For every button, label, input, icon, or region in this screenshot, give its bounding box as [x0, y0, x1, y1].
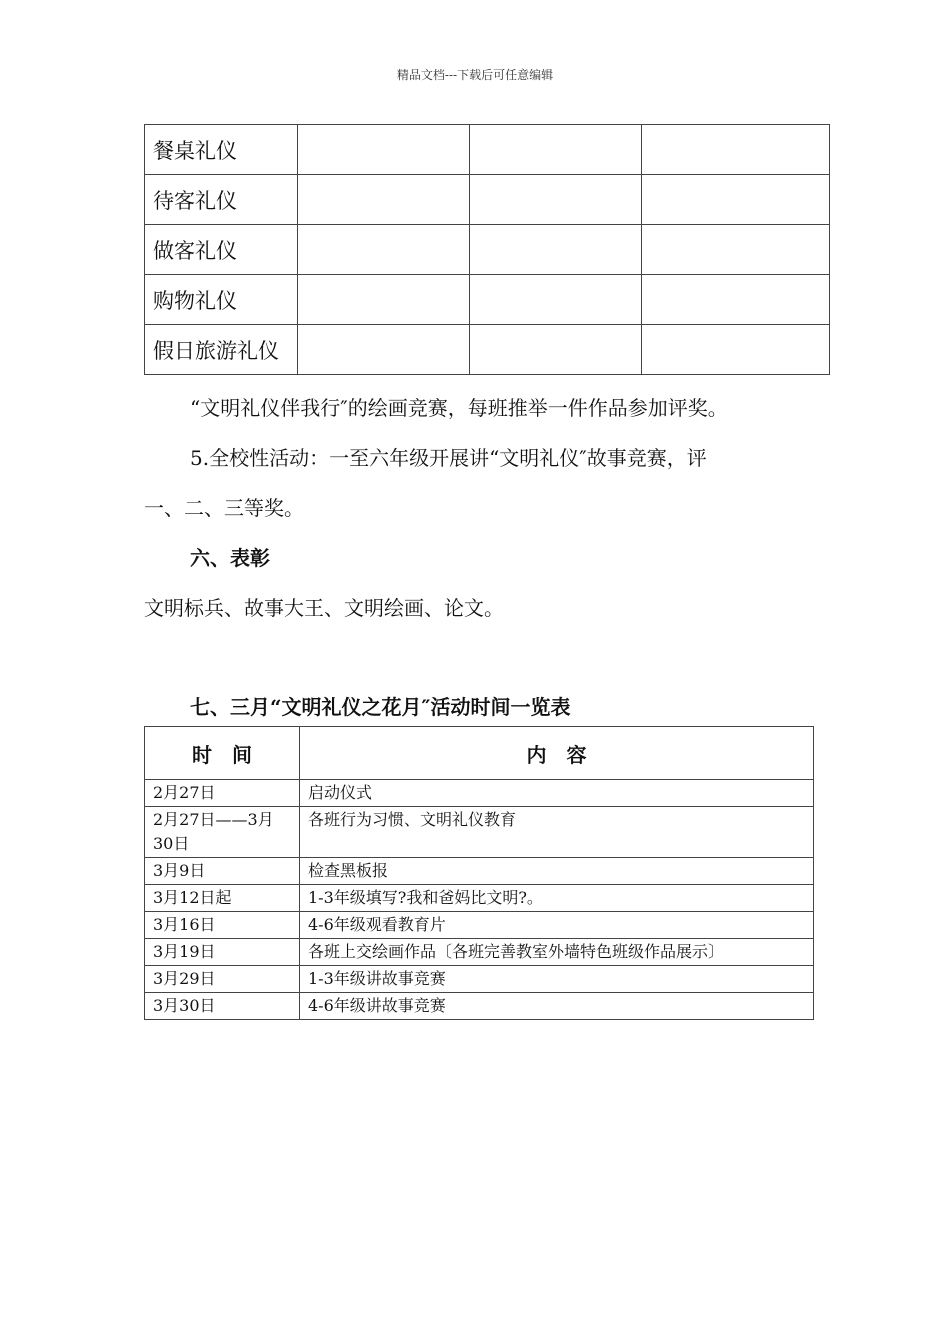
- schedule-time: 3月29日: [145, 966, 300, 993]
- empty-cell: [297, 325, 469, 375]
- empty-cell: [641, 325, 829, 375]
- paragraph-awards: 文明标兵、故事大王、文明绘画、论文。: [144, 596, 504, 620]
- empty-cell: [297, 275, 469, 325]
- empty-cell: [469, 125, 641, 175]
- schedule-header-time: 时 间: [145, 727, 300, 780]
- etiquette-row: [145, 325, 830, 375]
- etiquette-label: 待客礼仪: [145, 175, 298, 225]
- etiquette-row: [145, 275, 830, 325]
- schedule-content: 4-6年级讲故事竞赛: [300, 993, 814, 1020]
- schedule-row: [145, 858, 814, 885]
- etiquette-label: 餐桌礼仪: [145, 125, 298, 175]
- empty-cell: [469, 225, 641, 275]
- etiquette-row: [145, 175, 830, 225]
- etiquette-row: [145, 225, 830, 275]
- etiquette-table: [144, 124, 830, 375]
- schedule-time: 3月16日: [145, 912, 300, 939]
- schedule-content: 各班上交绘画作品〔各班完善教室外墙特色班级作品展示〕: [300, 939, 814, 966]
- section-heading-schedule: 七、三月“文明礼仪之花月″活动时间一览表: [190, 695, 571, 719]
- schedule-content: 检查黑板报: [300, 858, 814, 885]
- schedule-content: 4-6年级观看教育片: [300, 912, 814, 939]
- empty-cell: [641, 225, 829, 275]
- schedule-row: [145, 807, 814, 858]
- schedule-time: 3月19日: [145, 939, 300, 966]
- schedule-time: 3月30日: [145, 993, 300, 1020]
- empty-cell: [297, 125, 469, 175]
- schedule-time: 3月12日起: [145, 885, 300, 912]
- empty-cell: [641, 275, 829, 325]
- schedule-row: [145, 912, 814, 939]
- schedule-content: 1-3年级填写?我和爸妈比文明?。: [300, 885, 814, 912]
- schedule-time: 2月27日: [145, 780, 300, 807]
- empty-cell: [297, 175, 469, 225]
- page-header: 精品文档---下载后可任意编辑: [396, 68, 554, 82]
- paragraph-story-contest-cont: 一、二、三等奖。: [144, 496, 304, 520]
- paragraph-painting-contest: “文明礼仪伴我行″的绘画竞赛，每班推举一件作品参加评奖。: [190, 396, 728, 420]
- schedule-header-content: 内 容: [300, 727, 814, 780]
- schedule-content: 各班行为习惯、文明礼仪教育: [300, 807, 814, 858]
- empty-cell: [469, 275, 641, 325]
- schedule-table: [144, 726, 814, 1020]
- empty-cell: [641, 125, 829, 175]
- etiquette-row: [145, 125, 830, 175]
- etiquette-label: 做客礼仪: [145, 225, 298, 275]
- schedule-time: 3月9日: [145, 858, 300, 885]
- etiquette-label: 购物礼仪: [145, 275, 298, 325]
- schedule-row: [145, 966, 814, 993]
- schedule-row: [145, 780, 814, 807]
- schedule-content: 1-3年级讲故事竞赛: [300, 966, 814, 993]
- schedule-content: 启动仪式: [300, 780, 814, 807]
- schedule-row: [145, 993, 814, 1020]
- schedule-time: 2月27日——3月30日: [145, 807, 300, 858]
- section-heading-awards: 六、表彰: [190, 546, 270, 570]
- empty-cell: [469, 175, 641, 225]
- empty-cell: [641, 175, 829, 225]
- etiquette-label: 假日旅游礼仪: [145, 325, 298, 375]
- schedule-row: [145, 885, 814, 912]
- empty-cell: [297, 225, 469, 275]
- paragraph-story-contest: 5.全校性活动：一至六年级开展讲“文明礼仪″故事竞赛，评: [190, 446, 707, 470]
- schedule-row: [145, 939, 814, 966]
- empty-cell: [469, 325, 641, 375]
